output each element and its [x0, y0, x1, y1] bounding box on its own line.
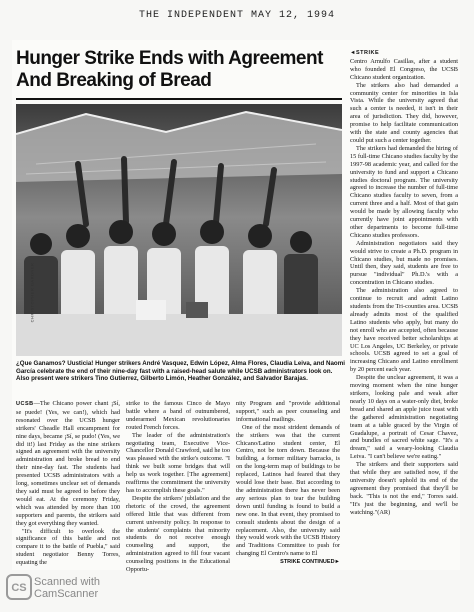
paragraph: The strikers and their supporters said that while they are satisfied now, if the university doesn't uphold its end of the agreement they promised that they'll be back. "This is not the end," Torres said. "It's just the beginning, and we'll be watching."(AR) [350, 461, 460, 516]
continued-kicker: ◄STRIKE [350, 50, 380, 56]
paragraph: nity Program and "provide additional support," such as peer counseling and informational mailings. [236, 400, 342, 423]
article-column-1 [16, 400, 120, 567]
article-clipping [12, 40, 460, 574]
article-column-4 [350, 50, 458, 516]
photo-illustration [16, 104, 342, 356]
paragraph: The strikers had demanded the hiring of 15 full-time Chicano studies faculty by the 1997-98 academic year, and called for the university to fund and support a Chicano studies doctoral program. The university agreed to increase the number of full-time Chicano studies faculty to seven, from a current three and a half. Most of that gain would be made by allowing faculty who currently have joint appointments with other departments to become full-time Chicano studies professors. [350, 144, 460, 239]
photo-credit: CHRISTOPHER GARDNER [29, 262, 35, 323]
paragraph: UCSB—The Chicano power chant ¡Sí, se puede! (Yes, we can!), which had resonated over the UCSB hunger strikers' Cheadle Hall encampment for nine days, became ¡Sí, se pudo! (Yes, we did it!) last Friday as the nine strikers signed an agreement with the university administration and broke bread to end their nine-day fast. The students had presented UCSB administrators with a long, sometimes unclear set of demands they said must be agreed to before they would eat. At the ceremony Friday, which was attended by more than 100 supporters and parents, the strikers said they got everything they wanted. [16, 400, 122, 527]
photo-caption: ¿Que Ganamos? Uusticia! Hunger strikers André Vasquez, Edwin López, Alma Flores, Claudia Leiva, and Naomi García celebrate the end of their nine-day fast with a raised-head salute while UCSB administrators look on. Also present were strikers Tino Gutierrez, Gilberto Limón, Heather González, and Salvador Barajas. [16, 360, 345, 383]
paragraph: "It's difficult to overlook the significance of this battle and not compare it to the battle of Puebla," said student negotiator Benny Torres, equating the [16, 527, 122, 567]
paragraph: The administration also agreed to continue to recruit and admit Latino students from the Tri-counties area. UCSB already admits most of the qualified Latino students who apply, but many do not enroll who are accepted, often because they have received better scholarships at UC Los Angeles, UC Berkeley, or private schools. UCSB agreed to set a goal of increasing Chicano and Latino enrollment by 20 percent each year. [350, 287, 460, 374]
news-photo [16, 104, 342, 356]
paragraph: Administration negotiators said they would strive to create a Ph.D. program in Chicano studies, but made no promises. Until then, they said, students are free to pursue "individual" Ph.D.'s with a concentration in Chicano studies. [350, 239, 460, 287]
paragraph: strike to the famous Cinco de Mayo battle where a band of outnumbered, underarmed Mexican revolutionaries routed French forces. [126, 400, 232, 431]
logo-badge-text: CS [11, 582, 27, 594]
watermark-line-1: Scanned with [34, 576, 101, 588]
dateline-kicker: UCSB [16, 401, 34, 407]
paragraph: One of the most strident demands of the strikers was that the current Chicano/Latino student center, El Centro, not be torn down. Because the building, a former military barracks, is on the long-term map of buildings to be replaced, Latinos had feared that they would lose their base. But according to the administration there has never been any serious plan to tear the building down until funding is found to build a new one. In that event, they promised to consult students about the design of a replacement. Also, the university said they would work with the UCSB History and Traditions Committee to push for changing El Centro's name to El [236, 423, 342, 558]
scanner-watermark [34, 576, 100, 600]
headline-rule [16, 98, 342, 100]
watermark-line-2: CamScanner [34, 588, 99, 600]
paragraph: Centro Arnulfo Casillas, after a student who founded El Congreso, the UCSB Chicano student organization. [350, 57, 460, 81]
continued-marker: STRIKE CONTINUED► [280, 559, 340, 566]
camscanner-logo-icon [6, 572, 32, 602]
paragraph: The leader of the administration's negotiating team, Executive Vice-Chancellor Donald Crawford, said he too was pleased with the strike's outcome. "I think we built some bridges that will help us work together. [The agreement] reaffirms the commitment the university has to accomplish these goals." [126, 431, 232, 494]
article-headline [16, 48, 346, 92]
article-column-2 [126, 400, 230, 574]
newspaper-masthead: THE INDEPENDENT MAY 12, 1994 [138, 10, 336, 21]
headline-line-2: And Breaking of Bread [16, 70, 212, 91]
headline-line-1: Hunger Strike Ends with Agreement [16, 48, 323, 69]
paragraph: Despite the strikers' jubilation and the rhetoric of the crowd, the agreement offered little that was different from current university policy. In response to the students' complaints that minority students do not receive enough counseling and support, the administration agreed to fill four vacant counseling positions in the Educational Opportu- [126, 494, 232, 574]
paragraph: The strikers also had demanded a community center for minorities in Isla Vista. While the university agreed that such a center is needed, it isn't in their area of jurisdiction. They did, however, promise to help facilitate communication with the state and county agencies that could put such a center together. [350, 81, 460, 144]
article-column-3 [236, 400, 340, 567]
paragraph: Despite the unclear agreement, it was a moving moment when the nine hunger strikers, looking pale and weak after nearly 10 days on a water-only diet, broke bread and shared an apple juice toast with the gathered administration negotiating team at a table graced by the Virgin of Guadalupe, a portrait of Cesar Chavez, and bundles of sacred white sage. "It's a dream," said a weary-looking Claudia Leiva. "I can't believe we're eating." [350, 374, 460, 461]
